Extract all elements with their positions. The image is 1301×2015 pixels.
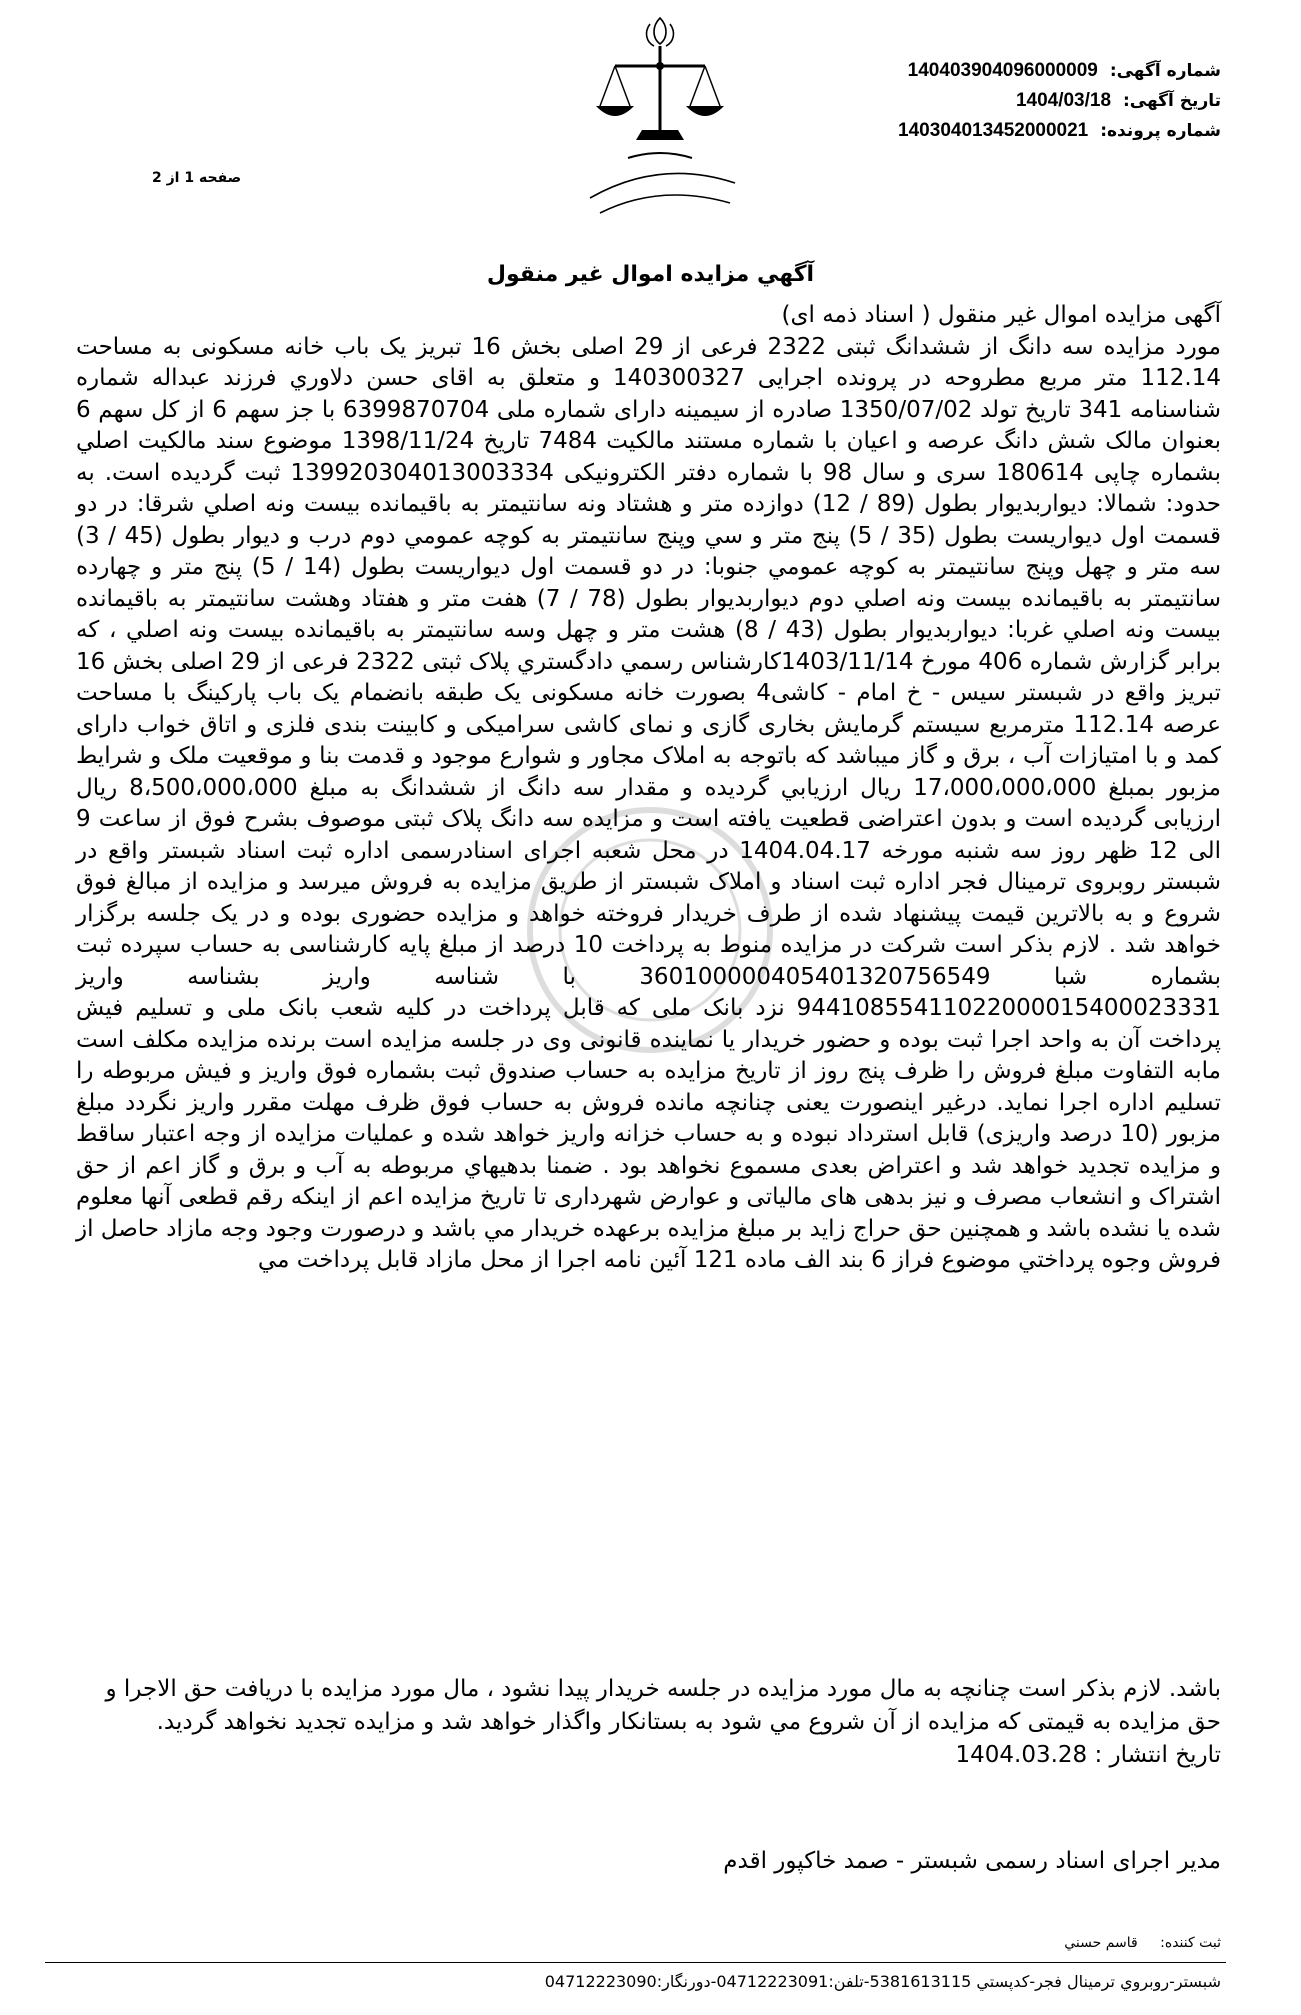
auction-notice-body-continued: باشد. لازم بذكر است چنانچه به مال مورد مزايده در جلسه خريدار پيدا نشود ، مال مورد مزايده با دريافت حق الاجرا و حق مزايده به قيمتی كه مزايده از آن شروع مي شود به بستانكار واگذار خواهد شد و مزايده تجديد نخواهد گرديد. تاریخ انتشار : 1404.03.28 [105, 1676, 1221, 1768]
footer-divider [45, 1962, 1226, 1963]
recorder-label: ثبت كننده: [1160, 1935, 1221, 1951]
recorder-name: قاسم حسني [1064, 1935, 1138, 1951]
notice-number-row [898, 56, 1221, 86]
notice-date-label: تاریخ آگهی: [1122, 91, 1221, 111]
notice-meta [898, 56, 1221, 146]
notice-number: 140403904096000009 [907, 60, 1098, 81]
recorder-info [1046, 1935, 1221, 1951]
case-number-row [898, 116, 1221, 146]
signatory: مدیر اجرای اسناد رسمی شبستر - صمد خاکپور اقدم [723, 1848, 1221, 1874]
page-title: آگهي مزايده اموال غير منقول [486, 262, 815, 287]
notice-number-label: شماره آگهی: [1109, 61, 1221, 81]
case-number-label: شماره پرونده: [1100, 121, 1221, 141]
footer-contact: شبستر-روبروي ترمينال فجر-كدپستي 5381613115-تلفن:04712223091-دورنگار:04712223090 [544, 1972, 1221, 1991]
auction-notice-body: آگهی مزایده اموال غیر منقول ( اسناد ذمه ای) مورد مزايده سه دانگ از ششدانگ ثبتی 2322 فرعی از 29 اصلی بخش 16 تبریز یک باب خانه مسكونی به مساحت 112.14 متر مربع مطروحه در پرونده اجرایی 140300327 و متعلق به اقای حسن دلاوري فرزند عبداله شماره شناسنامه 341 تاریخ تولد 1350/07/02 صادره از سیمینه دارای شماره ملی 6399870704 با جز سهم 6 از کل سهم 6 بعنوان مالک شش دانگ عرصه و اعیان با شماره مستند مالکیت 7484 تاریخ 1398/11/24 موضوع سند مالكيت اصلي بشماره چاپی 180614 سری و سال 98 با شماره دفتر الکترونیکی 139920304013003334 ثبت گرديده است. به حدود: شمالا: دیواربدیوار بطول (89 / 12) دوازده متر و هشتاد ونه سانتیمتر به باقیمانده بیست ونه اصلي شرقا: در دو قسمت اول دیواریست بطول (35 / 5) پنج متر و سي وپنج سانتیمتر به کوچه عمومي دوم درب و دیوار بطول (45 / 3) سه متر و چهل وپنج سانتیمتر به کوچه عمومي جنوبا: در دو قسمت اول دیواریست بطول (14 / 5) پنج متر و چهارده سانتیمتر به باقیمانده بیست ونه اصلي دوم دیواربدیوار بطول (78 / 7) هفت متر و هفتاد وهشت سانتیمتر به باقیمانده بیست ونه اصلي غربا: دیواربدیوار بطول (43 / 8) هشت متر و چهل وسه سانتیمتر به باقیمانده بیست ونه اصلي ، كه برابر گزارش شماره 406 مورخ 1403/11/14کارشناس رسمي دادگستري پلاک ثبتی 2322 فرعی از 29 اصلی بخش 16 تبریز واقع در شبستر سیس - خ امام - کاشی4 بصورت خانه مسکونی یک طبقه بانضمام یک باب پارکینگ با مساحت عرصه 112.14 مترمربع سیستم گرمایش بخاری گازی و نمای کاشی سرامیکی و کابینت بندی فلزی و اتاق خواب دارای کمد و با امتیازات آب ، برق و گاز میباشد كه باتوجه به املاک مجاور و شوارع موجود و قدمت بنا و موقعیت ملک و شرایط مزبور بمبلغ 17،000،000،000 ريال ارزيابي گرديده و مقدار سه دانگ از ششدانگ به مبلغ 8،500،000،000 ریال ارزیابی گردیده است و بدون اعتراضی قطعیت یافته است و مزایده سه دانگ پلاک ثبتی موصوف بشرح فوق از ساعت 9 الی 12 ظهر روز سه شنبه مورخه 1404.04.17 در محل شعبه اجرای اسنادرسمی اداره ثبت اسناد شبستر واقع در شبستر روبروی ترمینال فجر اداره ثبت اسناد و املاک شبستر از طريق مزايده به فروش ميرسد و مزايده از مبالغ فوق شروع و به بالاترين قيمت پيشنهاد شده از طرف خريدار فروخته خواهد و مزایده حضوری بوده و در یک جلسه برگزار خواهد شد . لازم بذكر است شركت در مزايده منوط به پرداخت 10 درصد از مبلغ پایه کارشناسی به حساب سپرده ثبت بشماره شبا 360100000405401320756549 با شناسه واریز بشناسه واریز 94410855411022000015400023331 نزد بانک ملی که قابل پرداخت در کلیه شعب بانک ملی و تسليم فیش پرداخت آن به واحد اجرا ثبت بوده و حضور خريدار يا نماينده قانونی وی در جلسه مزايده است برنده مزايده مكلف است مابه التفاوت مبلغ فروش را ظرف پنج روز از تاريخ مزايده به حساب صندوق ثبت بشماره فوق واريز و فیش مربوطه را تسليم اداره اجرا نمايد. درغير اينصورت يعنی چنانچه مانده فروش به حساب فوق ظرف مهلت مقرر واريز نگردد مبلغ مزبور (10 درصد واريزی) قابل استرداد نبوده و به حساب خزانه واريز خواهد شده و عمليات مزايده از وجه اعتبار ساقط و مزايده تجديد خواهد شد و اعتراض بعدی مسموع نخواهد بود . ضمنا بدهيهاي مربوطه به آب و برق و گاز اعم از حق اشتراک و انشعاب مصرف و نيز بدهی های مالياتی و عوارض شهرداری تا تاريخ مزايده اعم از اينكه رقم قطعی آنها معلوم شده يا نشده باشد و همچنين حق حراج زايد بر مبلغ مزايده برعهده خريدار مي باشد و درصورت وجود وجه مازاد حاصل از فروش وجوه پرداختي موضوع فراز 6 بند الف ماده 121 آئين نامه اجرا از محل مازاد قابل پرداخت مي [76, 302, 1222, 1273]
notice-date-row [898, 86, 1221, 116]
judiciary-emblem-logo [560, 8, 760, 228]
page-indicator: صفحه 1 از 2 [152, 170, 242, 186]
notice-date: 1404/03/18 [1015, 90, 1112, 111]
case-number: 14030401345200002‌1 [898, 120, 1089, 141]
